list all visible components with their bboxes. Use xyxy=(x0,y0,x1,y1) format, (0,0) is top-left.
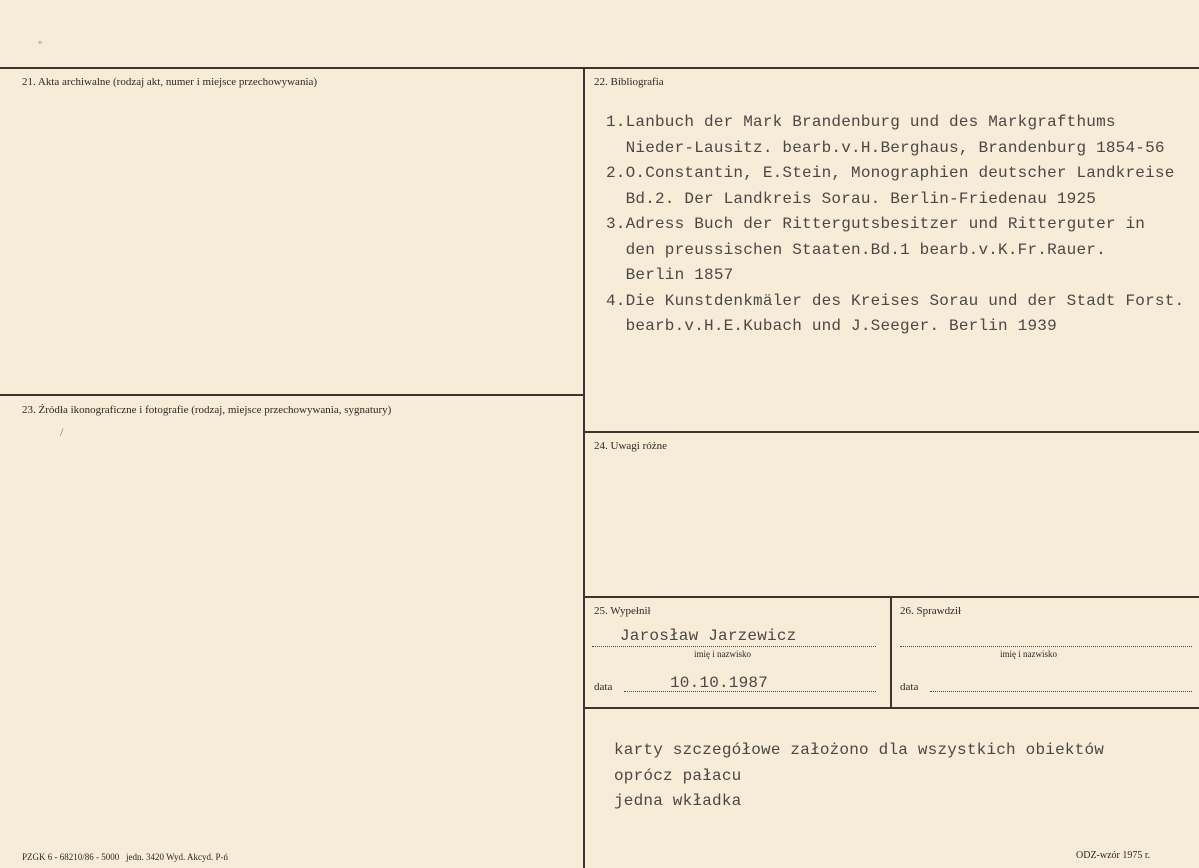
date-underline-26 xyxy=(930,691,1192,692)
section-23-label: 23. Źródła ikonograficzne i fotografie (rodzaj, miejsce przechowywania, sygnatury) xyxy=(22,404,392,416)
section-26-label: 26. Sprawdził xyxy=(900,605,962,617)
name-underline-25 xyxy=(592,646,876,647)
name-underline-26 xyxy=(900,646,1192,647)
bibliography-line: Bd.2. Der Landkreis Sorau. Berlin-Friedenau 1925 xyxy=(606,189,1097,208)
top-border-line xyxy=(0,67,1199,69)
bibliography-line: Nieder-Lausitz. bearb.v.H.Berghaus, Brandenburg 1854-56 xyxy=(606,138,1165,157)
bibliography-line: Berlin 1857 xyxy=(606,266,734,284)
stray-mark-2: / xyxy=(60,425,64,439)
section-22-label: 22. Bibliografia xyxy=(594,76,664,88)
notes-block xyxy=(614,738,1104,815)
bibliography-line: 4.Die Kunstdenkmäler des Kreises Sorau und der Stadt Forst. xyxy=(606,291,1185,310)
divider-21-23 xyxy=(0,394,584,396)
note-line: karty szczegółowe założono dla wszystkich obiektów xyxy=(614,741,1105,759)
center-divider-line xyxy=(583,67,585,868)
footer-form-code: ODZ-wzór 1975 r. xyxy=(1076,850,1151,861)
section-21-label: 21. Akta archiwalne (rodzaj akt, numer i miejsce przechowywania) xyxy=(22,76,318,88)
bibliography-line: bearb.v.H.E.Kubach und J.Seeger. Berlin 1939 xyxy=(606,317,1057,335)
footer-print-info: PZGK 6 - 68210/86 - 5000 jedn. 3420 Wyd. Akcyd. P-ń xyxy=(22,852,229,862)
date-label-25: data xyxy=(594,681,613,693)
date-underline-25 xyxy=(624,691,876,692)
bibliography-line: 2.O.Constantin, E.Stein, Monographien deutscher Landkreise xyxy=(606,164,1175,182)
bibliography-line: den preussischen Staaten.Bd.1 bearb.v.K.Fr.Rauer. xyxy=(606,240,1106,259)
name-caption-26: imię i nazwisko xyxy=(1000,649,1057,659)
stray-mark: ◦ xyxy=(38,35,43,49)
divider-22-24 xyxy=(583,431,1199,433)
filled-date: 10.10.1987 xyxy=(670,674,769,692)
divider-25-26 xyxy=(890,596,892,708)
date-label-26: data xyxy=(900,681,919,693)
bibliography-list xyxy=(606,110,1184,340)
note-line: jedna wkładka xyxy=(614,792,742,810)
bibliography-line: 1.Lanbuch der Mark Brandenburg und des Markgrafthums xyxy=(606,113,1116,131)
bibliography-line: 3.Adress Buch der Rittergutsbesitzer und Ritterguter in xyxy=(606,215,1146,233)
name-caption-25: imię i nazwisko xyxy=(694,649,751,659)
filled-by-name: Jarosław Jarzewicz xyxy=(620,627,797,645)
divider-25-notes xyxy=(583,707,1199,709)
note-line: oprócz pałacu xyxy=(614,766,742,785)
section-25-label: 25. Wypełnił xyxy=(594,605,651,617)
section-24-label: 24. Uwagi różne xyxy=(594,440,668,452)
